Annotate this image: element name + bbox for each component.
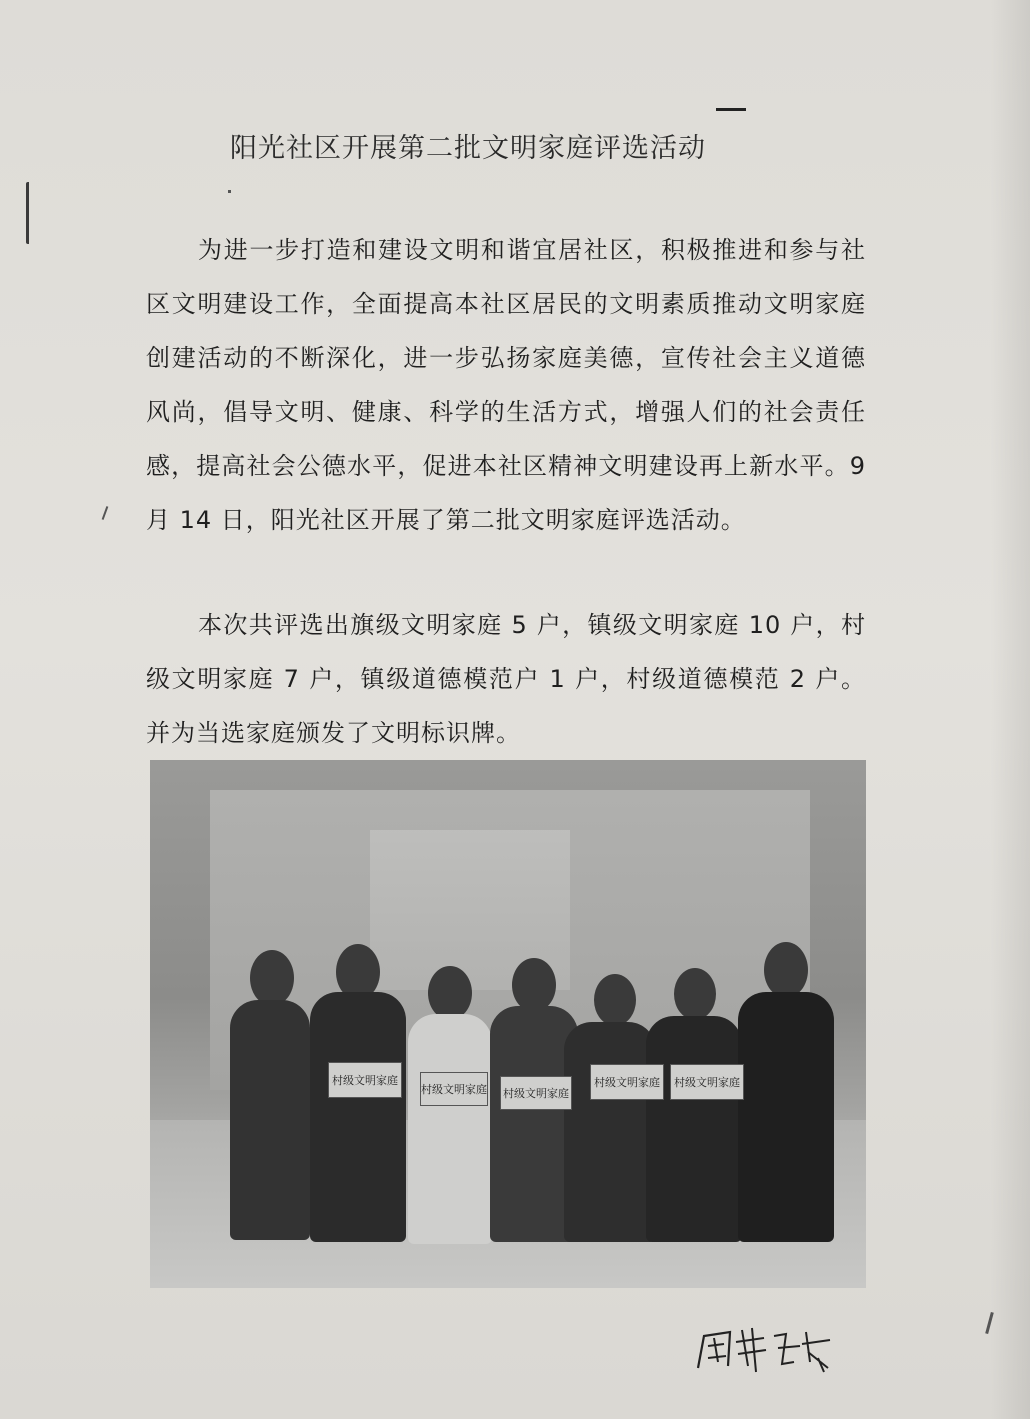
person-head: [594, 974, 636, 1026]
plaque: 村级文明家庭: [420, 1072, 488, 1106]
page-edge-shadow: [990, 0, 1030, 1419]
person-head: [250, 950, 294, 1006]
person-head: [764, 942, 808, 998]
plaque: 村级文明家庭: [500, 1076, 572, 1110]
person: [738, 992, 834, 1242]
plaque: 村级文明家庭: [328, 1062, 402, 1098]
page-title: 阳光社区开展第二批文明家庭评选活动: [230, 133, 706, 164]
paragraph-intro: 为进一步打造和建设文明和谐宜居社区，积极推进和参与社区文明建设工作，全面提高本社区居民的文明素质推动文明家庭创建活动的不断深化，进一步弘扬家庭美德，宣传社会主义道德风尚，倡导文明、健康、科学的生活方式，增强人们的社会责任感，提高社会公德水平，促进本社区精神文明建设再上新水平。9 月 14 日，阳光社区开展了第二批文明家庭评选活动。: [146, 236, 866, 534]
person-head: [674, 968, 716, 1020]
person: [310, 992, 406, 1242]
person: [408, 1014, 492, 1244]
plaque: 村级文明家庭: [670, 1064, 744, 1100]
person-head: [512, 958, 556, 1012]
signature-drawing: [690, 1318, 840, 1378]
person: [646, 1016, 742, 1242]
person: [564, 1022, 656, 1242]
paragraph-results: 本次共评选出旗级文明家庭 5 户，镇级文明家庭 10 户，村级文明家庭 7 户，镇级道德模范户 1 户，村级道德模范 2 户。并为当选家庭颁发了文明标识牌。: [146, 611, 866, 747]
corner-dash: [716, 108, 746, 111]
person-head: [428, 966, 472, 1020]
event-photo: [150, 760, 866, 1288]
plaque: 村级文明家庭: [590, 1064, 664, 1100]
person: [230, 1000, 310, 1240]
binding-mark: [26, 182, 39, 244]
handwritten-signature: [690, 1318, 840, 1378]
scan-speck: [228, 190, 231, 193]
